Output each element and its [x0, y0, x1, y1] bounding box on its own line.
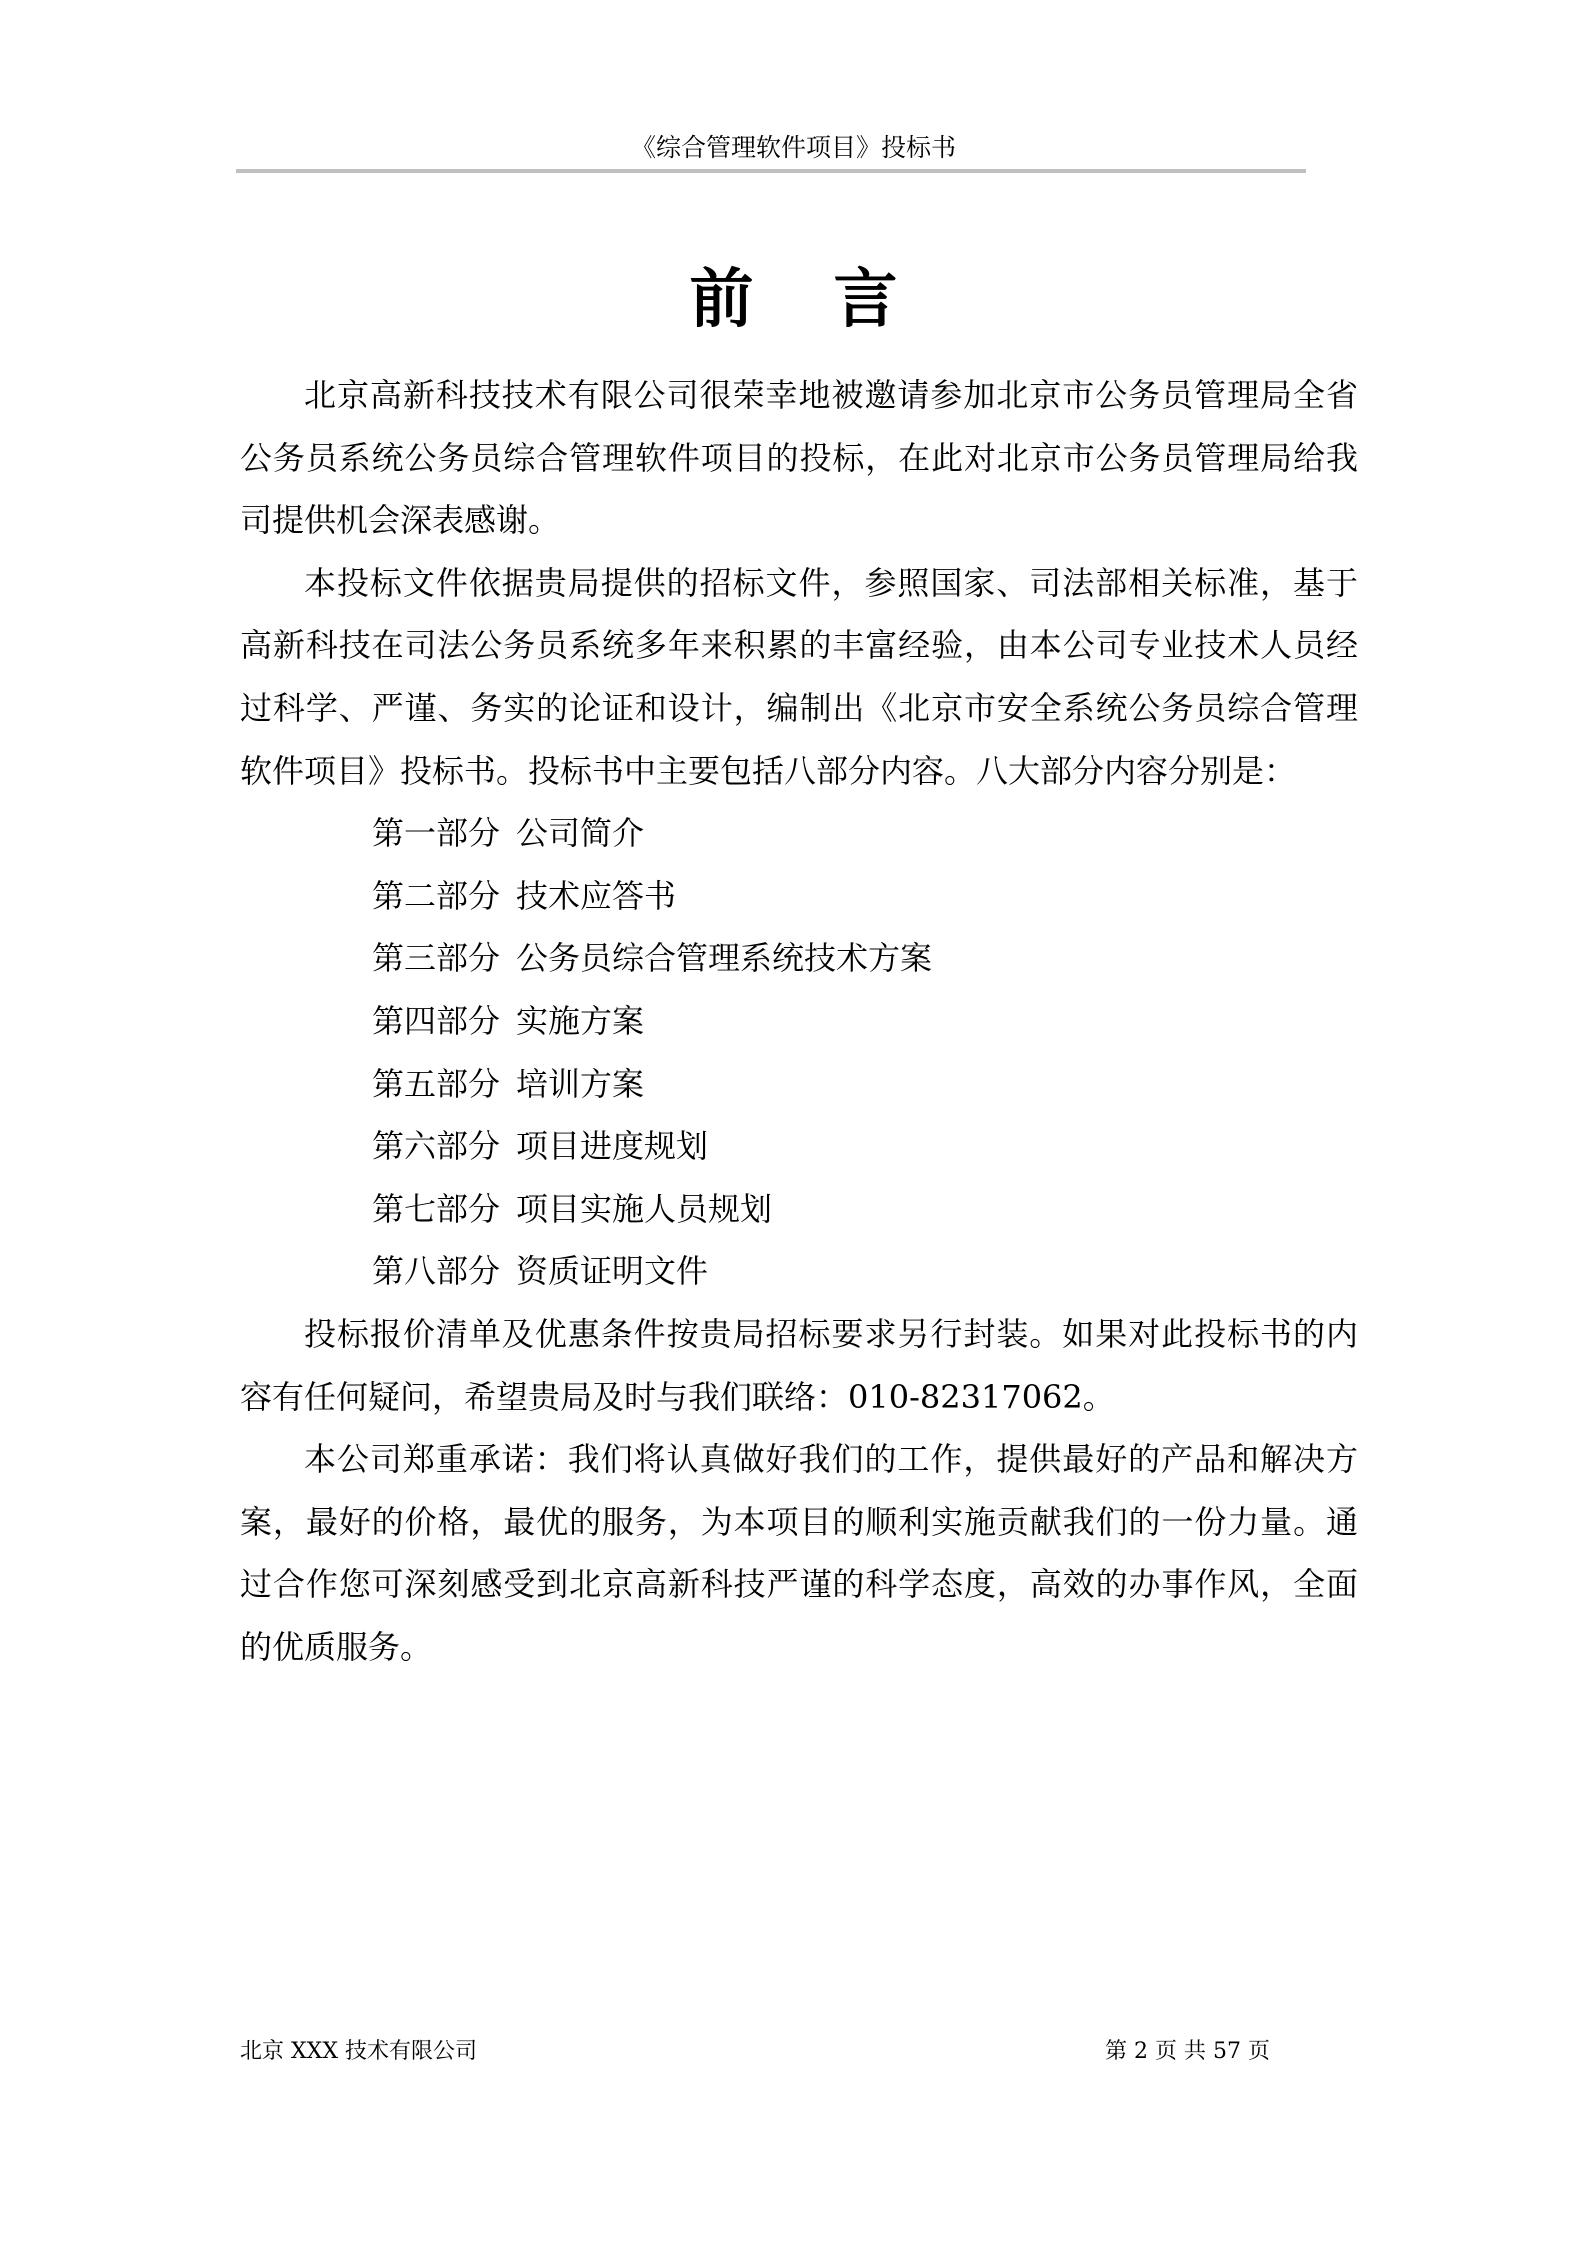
parts-list-item	[240, 1178, 1358, 1241]
part-name: 资质证明文件	[516, 1252, 709, 1291]
part-label: 第六部分	[372, 1127, 501, 1166]
parts-list-item	[240, 802, 1358, 865]
part-label: 第二部分	[372, 876, 501, 915]
paragraph-basis-end: 投标书。投标书中主要包括八部分内容。八大部分内容分别是：	[400, 751, 1297, 790]
part-label: 第四部分	[372, 1001, 501, 1040]
paragraph-intro: 北京高新科技技术有限公司很荣幸地被邀请参加北京市公务员管理局全省公务员系统公务员综合管理软件项目的投标，在此对北京市公务员管理局给我司提供机会深表感谢。	[240, 376, 1358, 540]
paragraph-basis	[240, 552, 1358, 802]
page-title: 前言	[689, 262, 978, 337]
part-label: 第七部分	[372, 1189, 501, 1228]
paragraph-contact: 投标报价清单及优惠条件按贵局招标要求另行封装。如果对此投标书的内容有任何疑问，希望贵局及时与我们联络：010-82317062。	[240, 1314, 1358, 1416]
document-body	[240, 364, 1358, 1678]
part-name: 公务员综合管理系统技术方案	[516, 939, 933, 978]
page-footer	[240, 2034, 1270, 2065]
header-divider	[236, 169, 1306, 173]
parts-list	[240, 802, 1358, 1303]
footer-page-number: 第 2 页 共 57 页	[1105, 2039, 1270, 2064]
part-name: 技术应答书	[516, 876, 677, 915]
part-label: 第一部分	[372, 814, 501, 853]
part-name: 公司简介	[516, 814, 645, 853]
part-label: 第八部分	[372, 1252, 501, 1291]
footer-company: 北京 XXX 技术有限公司	[240, 2039, 477, 2064]
parts-list-item	[240, 865, 1358, 928]
part-label: 第三部分	[372, 939, 501, 978]
paragraph-basis-text: 本投标文件依据贵局提供的招标文件，参照国家、司法部相关标准，基于高新科技在司法公务员系统多年来积累的丰富经验，由本公司专业技术人员经过科学、严谨、务实的论证和设计，编制出	[240, 563, 1358, 727]
paragraph-commitment: 本公司郑重承诺：我们将认真做好我们的工作，提供最好的产品和解决方案，最好的价格，最优的服务，为本项目的顺利实施贡献我们的一份力量。通过合作您可深刻感受到北京高新科技严谨的科学态度，高效的办事作风，全面的优质服务。	[240, 1440, 1358, 1666]
part-name: 实施方案	[516, 1001, 645, 1040]
part-name: 培训方案	[516, 1064, 645, 1103]
project-title: 《北京市安全系统公务员综合管理软件项目》	[240, 688, 1358, 790]
parts-list-item	[240, 1240, 1358, 1303]
parts-list-item	[240, 927, 1358, 990]
parts-list-item	[240, 1115, 1358, 1178]
page-header: 《综合管理软件项目》投标书	[630, 133, 956, 162]
part-name: 项目进度规划	[516, 1127, 709, 1166]
parts-list-item	[240, 990, 1358, 1053]
part-label: 第五部分	[372, 1064, 501, 1103]
parts-list-item	[240, 1053, 1358, 1116]
part-name: 项目实施人员规划	[516, 1189, 773, 1228]
